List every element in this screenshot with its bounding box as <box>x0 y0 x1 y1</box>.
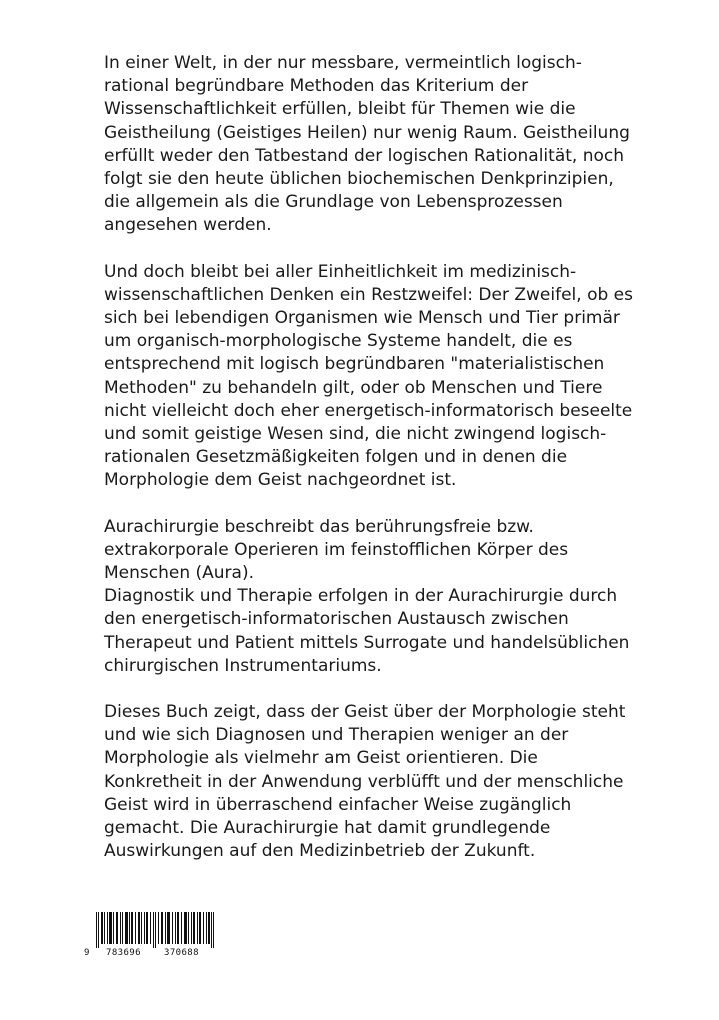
paragraph-4 <box>104 701 624 863</box>
text-line: Morphologie als vielmehr am Geist orientieren. Die <box>104 748 538 769</box>
text-line: Therapeut und Patient mittels Surrogate und handelsüblichen <box>104 632 630 653</box>
text-line: gemacht. Die Aurachirurgie hat damit grundlegende <box>104 818 551 839</box>
text-line: rational begründbare Methoden das Kriterium der <box>104 76 529 97</box>
text-line: Und doch bleibt bei aller Einheitlichkeit im medizinisch- <box>104 261 577 282</box>
barcode-group-right: 370688 <box>164 948 199 958</box>
text-line: folgt sie den heute üblichen biochemischen Denkprinzipien, <box>104 169 614 190</box>
isbn-barcode <box>84 912 224 962</box>
text-line: Dieses Buch zeigt, dass der Geist über der Morphologie steht <box>104 702 626 723</box>
text-line: rationalen Gesetzmäßigkeiten folgen und in denen die <box>104 447 568 468</box>
text-line: angesehen werden. <box>104 215 272 236</box>
paragraph-2 <box>104 261 633 493</box>
text-line: In einer Welt, in der nur messbare, vermeintlich logisch- <box>104 53 582 73</box>
text-line: Diagnostik und Therapie erfolgen in der Aurachirurgie durch <box>104 586 618 607</box>
text-line: Auswirkungen auf den Medizinbetrieb der Zukunft. <box>104 841 536 862</box>
barcode-lead-digit: 9 <box>84 948 90 958</box>
text-line: wissenschaftlichen Denken ein Restzweifel: Der Zweifel, ob es <box>104 284 633 305</box>
text-line: und wie sich Diagnosen und Therapien weniger an der <box>104 725 569 746</box>
text-line: Aurachirurgie beschreibt das berührungsfreie bzw. <box>104 516 534 537</box>
barcode-group-left: 783696 <box>106 948 141 958</box>
text-line: Geist wird in überraschend einfacher Weise zugänglich <box>104 794 572 815</box>
text-line: entsprechend mit logisch begründbaren "materialistischen <box>104 354 605 375</box>
paragraph-3 <box>104 516 630 678</box>
text-line: erfüllt weder den Tatbestand der logischen Rationalität, noch <box>104 145 625 166</box>
text-line: Morphologie dem Geist nachgeordnet ist. <box>104 470 457 491</box>
text-line: Wissenschaftlichkeit erfüllen, bleibt für Themen wie die <box>104 99 576 120</box>
text-line: chirurgischen Instrumentariums. <box>104 655 382 676</box>
text-line: Geistheilung (Geistiges Heilen) nur wenig Raum. Geistheilung <box>104 122 630 143</box>
text-line: und somit geistige Wesen sind, die nicht zwingend logisch- <box>104 424 607 445</box>
text-line: die allgemein als die Grundlage von Lebensprozessen <box>104 192 563 213</box>
text-line: den energetisch-informatorischen Austausch zwischen <box>104 609 569 630</box>
text-line: sich bei lebendigen Organismen wie Mensch und Tier primär <box>104 308 620 329</box>
paragraph-1 <box>104 52 630 238</box>
text-line: Konkretheit in der Anwendung verblüfft und der menschliche <box>104 771 624 792</box>
text-line: nicht vielleicht doch eher energetisch-informatorisch beseelte <box>104 400 633 421</box>
text-line: extrakorporale Operieren im feinstofflichen Körper des <box>104 539 569 560</box>
text-line: Menschen (Aura). <box>104 563 254 584</box>
text-line: Methoden" zu behandeln gilt, oder ob Menschen und Tiere <box>104 377 603 398</box>
back-cover-text <box>104 52 633 887</box>
text-line: um organisch-morphologische Systeme handelt, die es <box>104 331 573 352</box>
barcode-bars-icon <box>84 912 224 948</box>
